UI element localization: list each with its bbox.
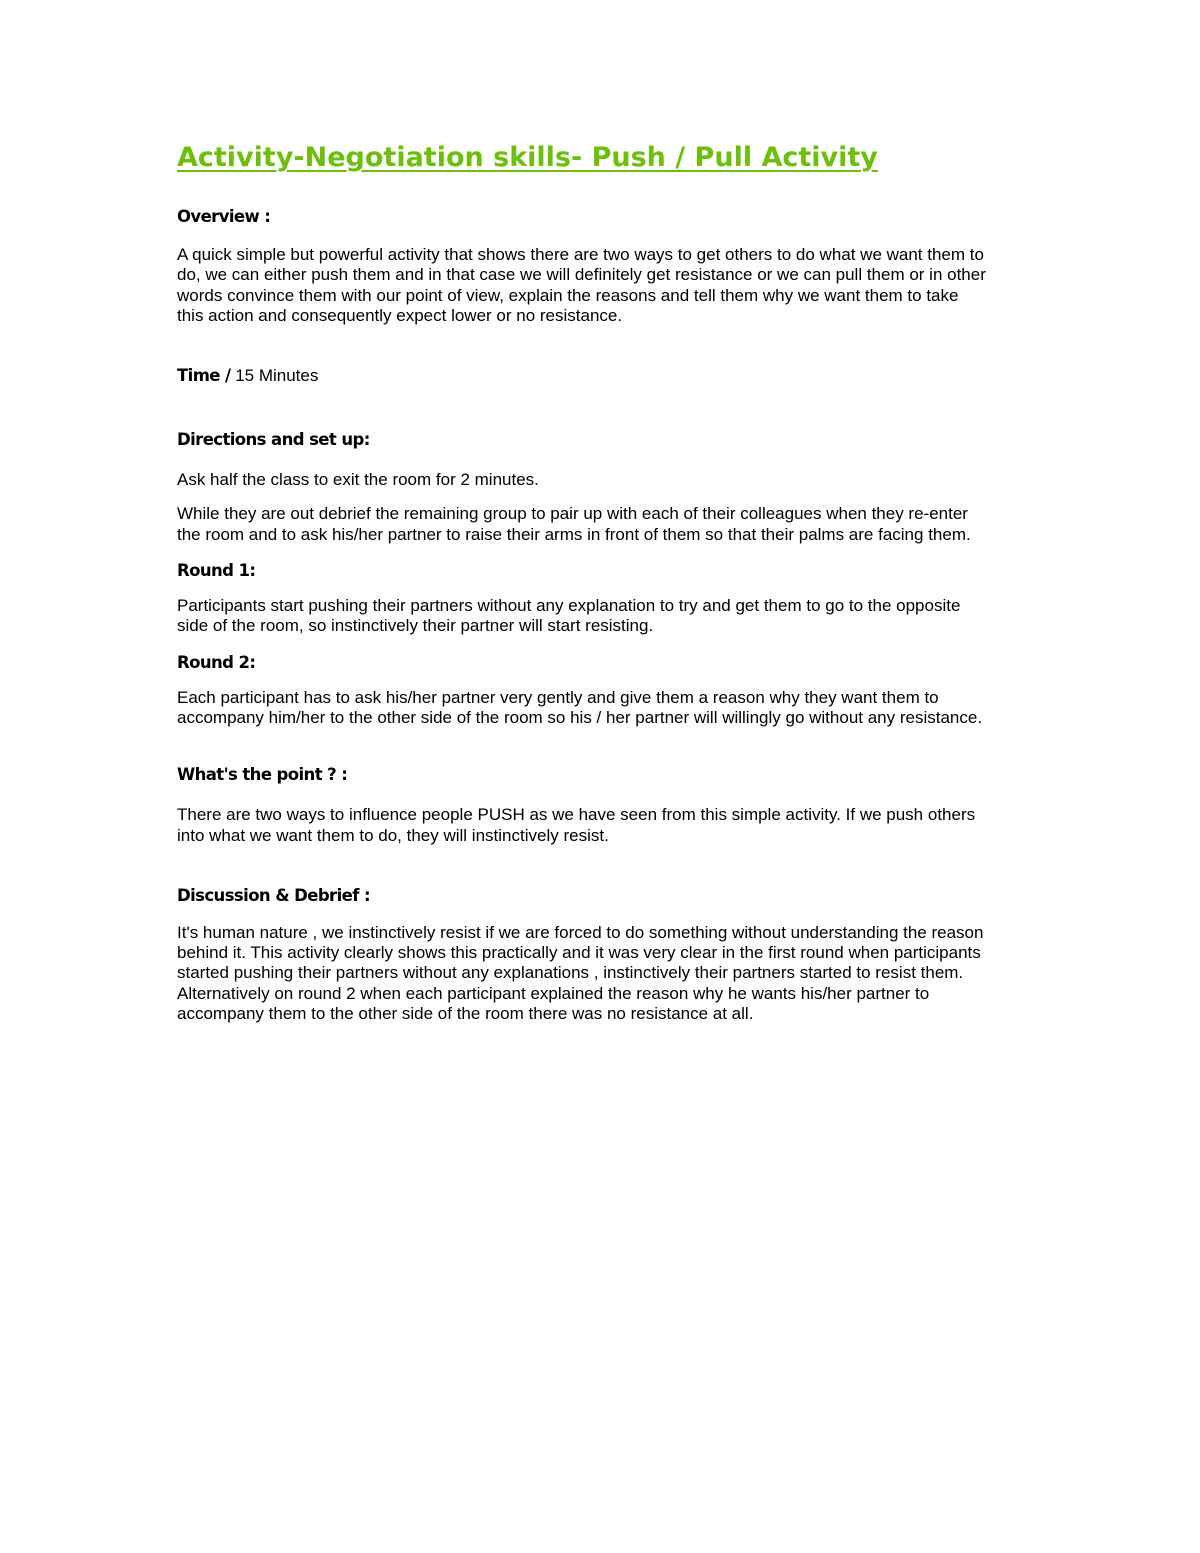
time-value: 15 Minutes <box>230 366 319 386</box>
overview-line: words convince them with our point of view, explain the reasons and tell them why we want them to take <box>177 285 959 305</box>
round-1-line: Participants start pushing their partners without any explanation to try and get them to go to the opposite <box>177 596 961 616</box>
point-paragraph <box>177 805 1027 846</box>
discussion-line: It's human nature , we instinctively resist if we are forced to do something without understanding the reason <box>177 922 984 942</box>
round-1-paragraph <box>177 596 1027 637</box>
directions-line: the room and to ask his/her partner to raise their arms in front of them so that their palms are facing them. <box>177 524 971 544</box>
document-content <box>177 140 1027 1024</box>
round-2-line: Each participant has to ask his/her partner very gently and give them a reason why they want them to <box>177 687 939 707</box>
directions-heading: Directions and set up: <box>177 430 370 450</box>
overview-paragraph <box>177 245 1027 326</box>
round-2-paragraph <box>177 688 1027 729</box>
overview-heading: Overview : <box>177 207 271 226</box>
directions-paragraph-2 <box>177 504 1027 545</box>
discussion-line: Alternatively on round 2 when each participant explained the reason why he wants his/her partner to <box>177 983 930 1003</box>
discussion-heading: Discussion & Debrief : <box>177 885 370 905</box>
discussion-line: behind it. This activity clearly shows this practically and it was very clear in the first round when participants <box>177 943 981 963</box>
document-title: Activity-Negotiation skills- Push / Pull Activity <box>177 142 878 173</box>
overview-line: do, we can either push them and in that case we will definitely get resistance or we can pull them or in other <box>177 265 986 285</box>
point-line: There are two ways to influence people PUSH as we have seen from this simple activity. If we push others <box>177 805 976 825</box>
directions-paragraph-1 <box>177 470 1027 490</box>
point-heading: What's the point ? : <box>177 765 348 785</box>
directions-line: Ask half the class to exit the room for 2 minutes. <box>177 470 539 490</box>
overview-line: this action and consequently expect lower or no resistance. <box>177 305 623 325</box>
point-line: into what we want them to do, they will instinctively resist. <box>177 825 609 845</box>
directions-line: While they are out debrief the remaining group to pair up with each of their colleagues when they re-enter <box>177 504 968 524</box>
discussion-line: accompany them to the other side of the room there was no resistance at all. <box>177 1004 754 1024</box>
discussion-line: started pushing their partners without any explanations , instinctively their partners started to resist them. <box>177 963 964 983</box>
round-1-line: side of the room, so instinctively their partner will start resisting. <box>177 616 654 636</box>
discussion-paragraph <box>177 923 1027 1024</box>
time-label: Time / <box>177 366 231 386</box>
round-1-heading: Round 1: <box>177 561 256 581</box>
time-heading <box>177 365 1027 387</box>
round-2-line: accompany him/her to the other side of the room so his / her partner will willingly go without any resistance. <box>177 707 983 727</box>
round-2-heading: Round 2: <box>177 652 256 672</box>
overview-line: A quick simple but powerful activity that shows there are two ways to get others to do what we want them to <box>177 245 984 264</box>
